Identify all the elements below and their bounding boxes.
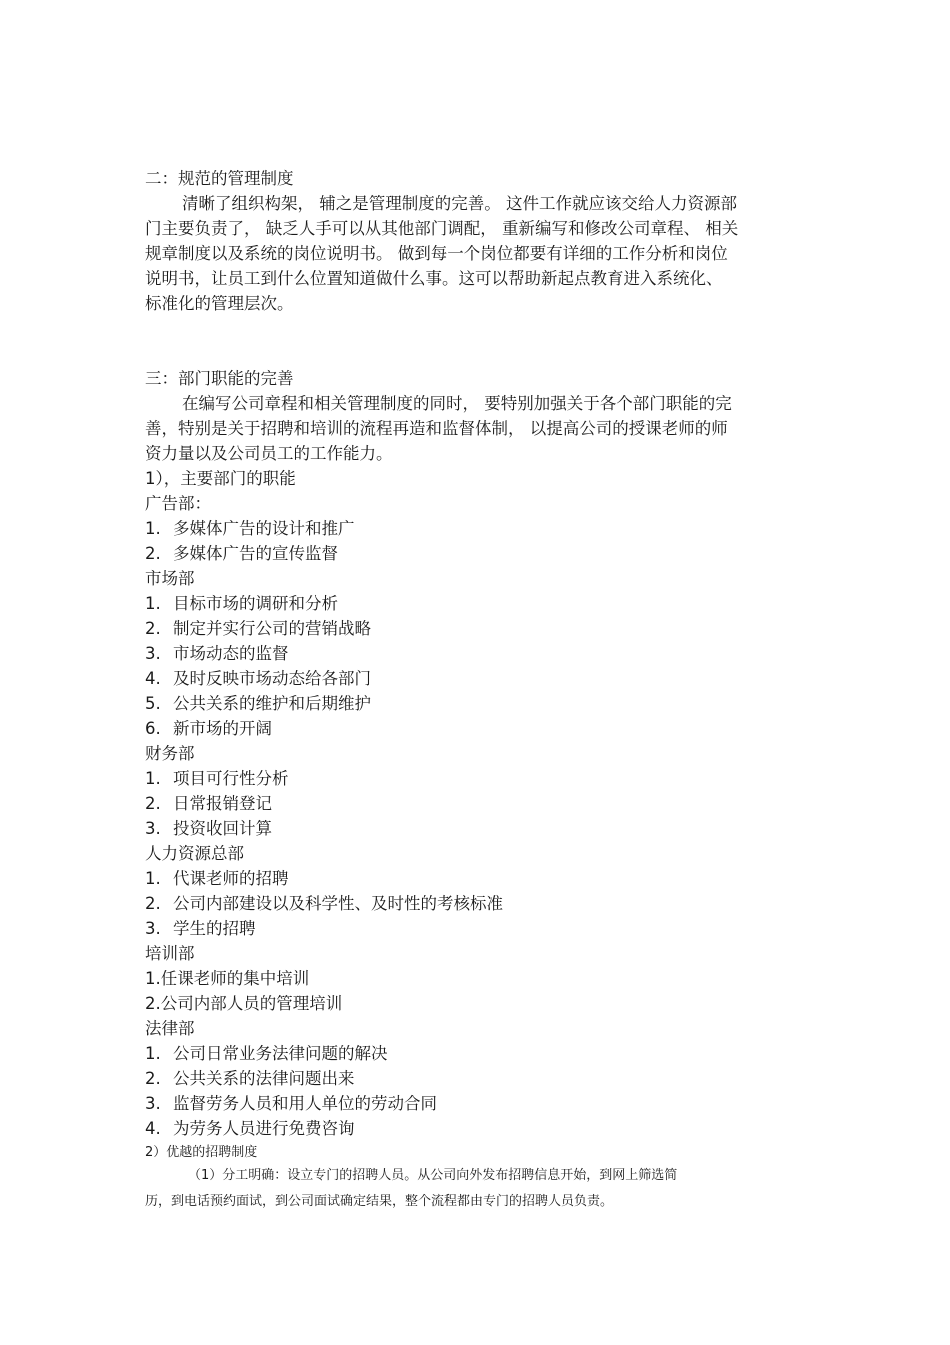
- list-text: 公共关系的法律问题出来: [173, 1069, 355, 1088]
- list-number: 1.: [145, 1044, 161, 1063]
- list-number: 2.: [145, 544, 161, 563]
- list-item: [145, 818, 272, 840]
- list-text: 公司内部建设以及科学性、及时性的考核标准: [173, 894, 503, 913]
- section3-paragraph-line: 善，特别是关于招聘和培训的流程再造和监督体制， 以提高公司的授课老师的师: [145, 419, 728, 438]
- section2-paragraph-line: 清晰了组织构架， 辅之是管理制度的完善。 这件工作就应该交给人力资源部: [182, 194, 737, 213]
- list-item: [145, 793, 272, 815]
- list-item: [145, 718, 272, 740]
- section2-paragraph-line: 标准化的管理层次。: [145, 294, 294, 313]
- list-number: 2.: [145, 1069, 161, 1088]
- list-number: 3.: [145, 919, 161, 938]
- list-item: [145, 668, 371, 690]
- list-number: 3.: [145, 1094, 161, 1113]
- list-item: [145, 1068, 355, 1090]
- list-item: [145, 768, 289, 790]
- department-name: 培训部: [145, 944, 195, 963]
- list-text: 多媒体广告的设计和推广: [173, 519, 355, 538]
- list-item: [145, 643, 289, 665]
- list-text: 监督劳务人员和用人单位的劳动合同: [173, 1094, 437, 1113]
- list-text: 日常报销登记: [173, 794, 272, 813]
- section3-paragraph-line: 资力量以及公司员工的工作能力。: [145, 444, 393, 463]
- list-number: 1.: [145, 519, 161, 538]
- list-text: 学生的招聘: [173, 919, 256, 938]
- list-number: 6.: [145, 719, 161, 738]
- list-number: 4.: [145, 669, 161, 688]
- list-number: 3.: [145, 819, 161, 838]
- subheading-main-functions: 1），主要部门的职能: [145, 469, 296, 488]
- list-text: 项目可行性分析: [173, 769, 289, 788]
- list-text: 代课老师的招聘: [173, 869, 289, 888]
- list-text: 及时反映市场动态给各部门: [173, 669, 371, 688]
- list-item: [145, 868, 289, 890]
- list-item: [145, 543, 338, 565]
- list-number: 5.: [145, 694, 161, 713]
- list-number: 1.: [145, 769, 161, 788]
- list-item: [145, 968, 309, 990]
- list-text: 1.任课老师的集中培训: [145, 969, 310, 988]
- subheading-recruitment: 2）优越的招聘制度: [145, 1145, 258, 1160]
- section2-heading: 二：规范的管理制度: [145, 169, 294, 188]
- list-item: [145, 918, 256, 940]
- list-item: [145, 618, 371, 640]
- section2-paragraph-line: 说明书，让员工到什么位置知道做什么事。这可以帮助新起点教育进入系统化、: [145, 269, 723, 288]
- list-item: [145, 593, 338, 615]
- list-item: [145, 518, 355, 540]
- list-text: 多媒体广告的宣传监督: [173, 544, 338, 563]
- department-name: 广告部：: [145, 494, 211, 513]
- list-text: 市场动态的监督: [173, 644, 289, 663]
- list-number: 1.: [145, 594, 161, 613]
- list-text: 制定并实行公司的营销战略: [173, 619, 371, 638]
- recruitment-paragraph-line: （1）分工明确：设立专门的招聘人员。从公司向外发布招聘信息开始，到网上筛选简: [188, 1168, 678, 1183]
- list-text: 公共关系的维护和后期维护: [173, 694, 371, 713]
- list-text: 公司日常业务法律问题的解决: [173, 1044, 388, 1063]
- list-number: 3.: [145, 644, 161, 663]
- section3-paragraph-line: 在编写公司章程和相关管理制度的同时， 要特别加强关于各个部门职能的完: [182, 394, 732, 413]
- section3-heading: 三：部门职能的完善: [145, 369, 294, 388]
- list-item: [145, 693, 371, 715]
- list-item: [145, 1118, 355, 1140]
- list-item: [145, 1093, 437, 1115]
- list-number: 2.: [145, 894, 161, 913]
- list-number: 2.: [145, 619, 161, 638]
- list-text: 2.公司内部人员的管理培训: [145, 994, 343, 1013]
- section2-paragraph-line: 门主要负责了， 缺乏人手可以从其他部门调配， 重新编写和修改公司章程、 相关: [145, 219, 739, 238]
- list-item: [145, 893, 503, 915]
- list-text: 为劳务人员进行免费咨询: [173, 1119, 355, 1138]
- list-item: [145, 1043, 388, 1065]
- list-number: 4.: [145, 1119, 161, 1138]
- section2-paragraph-line: 规章制度以及系统的岗位说明书。 做到每一个岗位都要有详细的工作分析和岗位: [145, 244, 728, 263]
- department-name: 法律部: [145, 1019, 195, 1038]
- department-name: 人力资源总部: [145, 844, 244, 863]
- department-name: 财务部: [145, 744, 195, 763]
- list-item: [145, 993, 342, 1015]
- list-number: 1.: [145, 869, 161, 888]
- list-number: 2.: [145, 794, 161, 813]
- list-text: 目标市场的调研和分析: [173, 594, 338, 613]
- department-name: 市场部: [145, 569, 195, 588]
- list-text: 投资收回计算: [173, 819, 272, 838]
- recruitment-paragraph-line: 历，到电话预约面试，到公司面试确定结果，整个流程都由专门的招聘人员负责。: [145, 1194, 614, 1209]
- list-text: 新市场的开阔: [173, 719, 272, 738]
